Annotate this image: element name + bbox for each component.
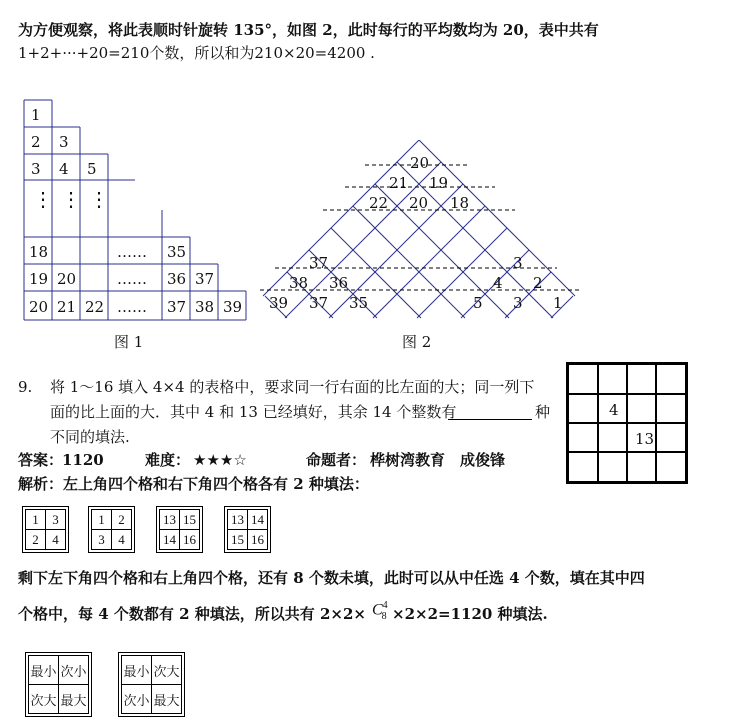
small-table-cell: 4 [46,530,66,550]
comb-sub: 8 [381,610,387,622]
small-table-cell: 1 [92,510,112,530]
fig1-cell: 3 [31,160,41,178]
fig2-number: 2 [533,274,543,292]
fig2-number: 19 [429,174,449,192]
grid-4x4 [566,362,688,484]
fig1-vdots: ⋮ [33,187,53,211]
fig1-caption: 图 1 [114,333,144,351]
fig1-cell: 19 [29,270,49,288]
problem-line2b: 种 [535,403,551,421]
fig2-number: 5 [473,294,483,312]
size-table-cell: 最小 [29,656,59,685]
fig1-vdots: ⋮ [61,187,81,211]
answer-blank [448,419,532,420]
fig1-cell: …… [117,270,147,288]
small-table-cell: 13 [228,510,248,530]
difficulty-label: 难度： [145,451,191,469]
fig1-cell: 37 [195,270,215,288]
fig2-number: 38 [289,274,309,292]
fig1-cell: 5 [87,160,97,178]
size-table-cell: 次小 [59,656,89,685]
fig1-cell: 37 [167,298,187,316]
small-table-cell: 15 [228,530,248,550]
fig1-cell: 38 [195,298,215,316]
difficulty-stars: ★★★☆ [193,451,247,469]
fig1-cell: 22 [85,298,105,316]
fig1-cell: 21 [57,298,77,316]
size-table-1 [25,652,92,717]
para2-line2b: ×2×2=1120 种填法. [392,605,548,623]
small-table-cell: 15 [180,510,200,530]
small-table-cell: 16 [180,530,200,550]
fig2-number: 39 [269,294,289,312]
fig1-cell: 1 [31,106,41,124]
author-label: 命题者： [306,451,367,469]
fig2-number: 35 [349,294,369,312]
fig2-number: 3 [513,254,523,272]
fig1-cell: …… [117,298,147,316]
small-table-cell: 3 [46,510,66,530]
fig1-cell: 20 [57,270,77,288]
fig1-cell: 35 [167,243,187,261]
fig1-cell: …… [117,243,147,261]
small-table-cell: 4 [112,530,132,550]
size-table-2 [118,652,185,717]
fig1-cell: 4 [59,160,69,178]
small-table-cell: 14 [248,510,268,530]
comb-letter: C [372,601,383,619]
small-table-2 [88,506,135,553]
fig1-vdots: ⋮ [89,187,109,211]
problem-line1: 将 1～16 填入 4×4 的表格中，要求同一行右面的比左面的大；同一列下 [50,378,535,396]
small-table-cell: 16 [248,530,268,550]
intro-line2: 1+2+···+20=210个数，所以和为210×20=4200 . [18,44,375,62]
fig2-number: 1 [553,294,563,312]
fig2-number: 21 [389,174,409,192]
fig2-number: 4 [493,274,503,292]
fig1-cell: 3 [59,133,69,151]
fig1-cell: 36 [167,270,187,288]
small-table-4 [224,506,271,553]
fig2-caption: 图 2 [402,333,432,351]
fig2-number: 20 [410,154,430,172]
problem-line3: 不同的填法. [50,428,130,446]
small-table-3 [156,506,203,553]
size-table-cell: 最大 [59,685,89,714]
small-table-cell: 2 [112,510,132,530]
fig2-number: 36 [329,274,349,292]
fig1-cell: 18 [29,243,49,261]
small-table-cell: 1 [26,510,46,530]
small-table-cell: 14 [160,530,180,550]
answer-label: 答案： [18,451,64,469]
fig1-cell: 20 [29,298,49,316]
fig2-number: 18 [450,194,470,212]
size-table-cell: 次大 [152,656,182,685]
size-table-cell: 次小 [122,685,152,714]
small-table-1 [22,506,69,553]
answer-value: 1120 [62,451,104,469]
size-table-cell: 最大 [152,685,182,714]
fig2-number: 20 [409,194,429,212]
intro-line1: 为方便观察，将此表顺时针旋转 135°，如图 2，此时每行的平均数均为 20，表中共有 [18,21,599,39]
fig2-number: 3 [513,294,523,312]
fig1-cell: 2 [31,133,41,151]
small-table-cell: 3 [92,530,112,550]
grid-cell-13: 13 [635,430,655,448]
size-table-cell: 次大 [29,685,59,714]
fig2-number: 37 [309,294,329,312]
grid-4x4-lines [569,365,685,481]
para2-line1: 剩下左下角四个格和右上角四个格，还有 8 个数未填，此时可以从中任选 4 个数，填在其中四 [18,569,645,587]
fig2-number: 37 [309,254,329,272]
size-table-cell: 最小 [122,656,152,685]
problem-number: 9. [18,378,33,396]
analysis-line1: 解析：左上角四个格和右下角四个格各有 2 种填法： [18,475,369,493]
author-name: 桦树湾教育 成俊锋 [370,451,506,469]
grid-cell-4: 4 [609,401,619,419]
problem-line2a: 面的比上面的大．其中 4 和 13 已经填好，其余 14 个整数有 [50,403,457,421]
comb-sup: 4 [382,600,388,611]
fig2-number: 22 [369,194,389,212]
small-table-cell: 2 [26,530,46,550]
combination-symbol [372,600,387,622]
small-table-cell: 13 [160,510,180,530]
para2-line2a: 个格中，每 4 个数都有 2 种填法，所以共有 2×2× [18,605,366,623]
fig1-cell: 39 [223,298,243,316]
